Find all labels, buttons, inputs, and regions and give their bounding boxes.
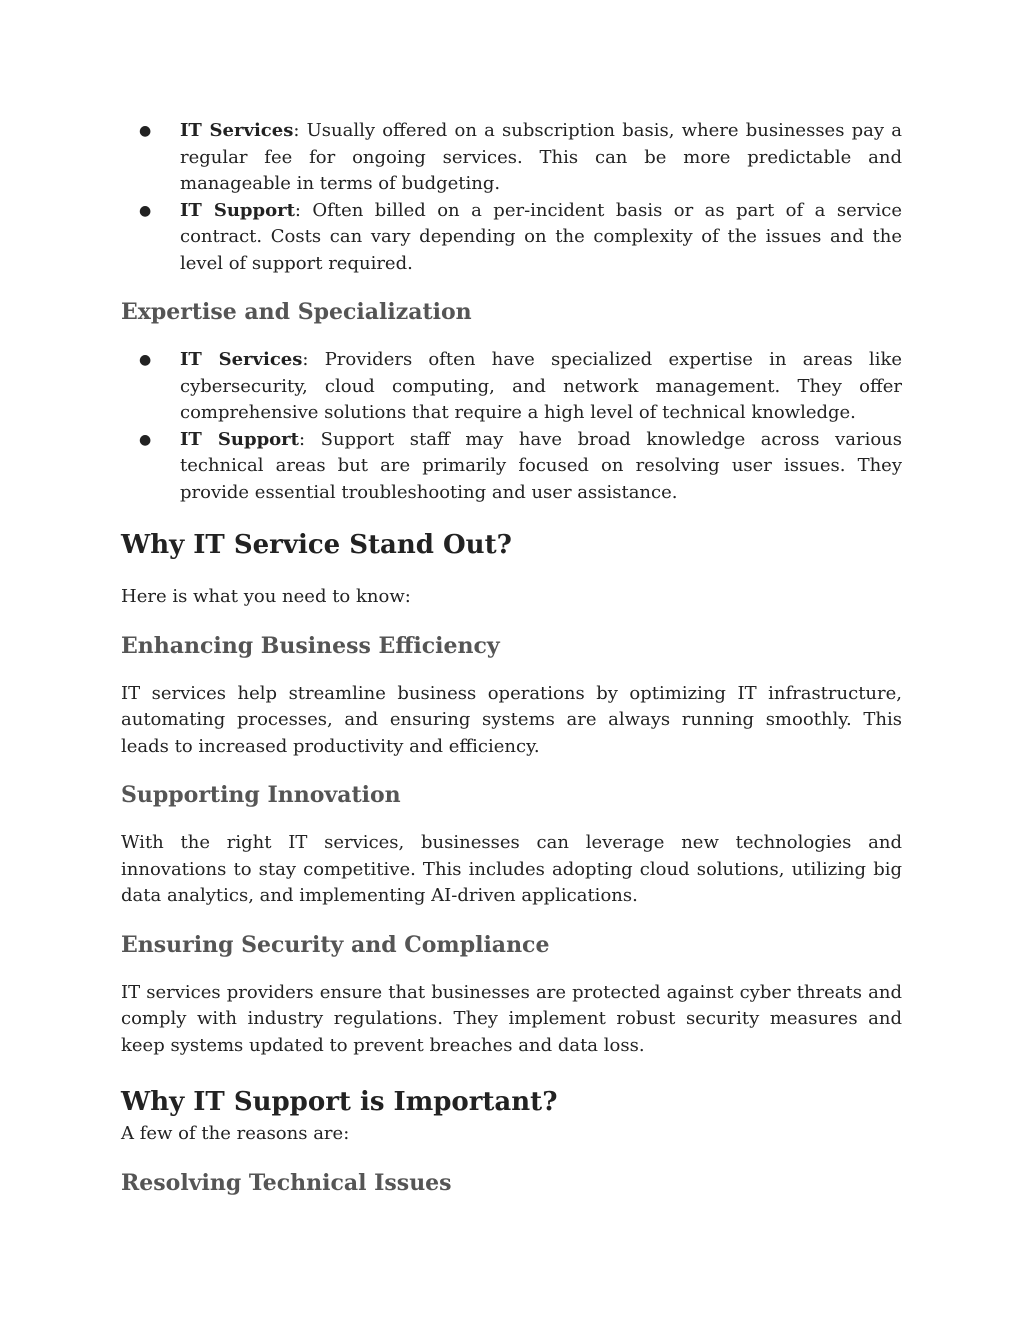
list-item xyxy=(121,427,902,507)
why-service-intro: Here is what you need to know: xyxy=(121,586,411,607)
section-heading-expertise: Expertise and Specialization xyxy=(121,299,472,325)
bullet-text: : Usually offered on a subscription basis, where businesses pay a regular fee for ongoing services. This can be more predictable and manageable in terms of budgeting. xyxy=(180,120,902,194)
bullet-icon: ● xyxy=(139,352,152,368)
bullet-term: IT Support xyxy=(180,428,299,450)
document-page xyxy=(121,118,902,1198)
bullet-text: : Providers often have specialized expertise in areas like cybersecurity, cloud computing, and network management. They offer comprehensive solutions that require a high level of technical knowledge. xyxy=(180,349,903,423)
bullet-term: IT Services xyxy=(180,120,294,141)
bullet-icon: ● xyxy=(139,202,152,219)
section-text-security: IT services providers ensure that businesses are protected against cyber threats and comply with industry regulations. They implement robust security measures and keep systems updated to prevent breaches and data loss. xyxy=(121,981,902,1056)
section-heading-efficiency: Enhancing Business Efficiency xyxy=(121,632,500,659)
section-text-efficiency: IT services help streamline business operations by optimizing IT infrastructure, automating processes, and ensuring systems are always running smoothly. This leads to increased productivity and efficiency. xyxy=(121,682,902,757)
list-item xyxy=(121,347,902,427)
cost-bullet-list xyxy=(121,118,902,277)
section-heading-resolving: Resolving Technical Issues xyxy=(121,1169,452,1196)
bullet-text: : Support staff may have broad knowledge across various technical areas but are primarily focused on resolving user issues. They provide essential troubleshooting and user assistance. xyxy=(180,428,902,503)
expertise-bullet-list xyxy=(121,347,902,506)
heading-why-service: Why IT Service Stand Out? xyxy=(121,530,512,560)
section-heading-security: Ensuring Security and Compliance xyxy=(121,931,550,958)
section-text-innovation: With the right IT services, businesses can leverage new technologies and innovations to stay competitive. This includes adopting cloud solutions, utilizing big data analytics, and implementing AI-driven applications. xyxy=(121,832,902,906)
why-support-intro: A few of the reasons are: xyxy=(121,1123,350,1144)
bullet-term: IT Services xyxy=(180,349,303,370)
list-item xyxy=(121,118,902,198)
list-item xyxy=(121,198,902,278)
bullet-text: : Often billed on a per-incident basis or as part of a service contract. Costs can vary depending on the complexity of the issues and the level of support required. xyxy=(180,199,902,274)
bullet-icon: ● xyxy=(139,123,152,139)
section-heading-innovation: Supporting Innovation xyxy=(121,782,401,808)
bullet-term: IT Support xyxy=(180,199,295,221)
heading-why-support: Why IT Support is Important? xyxy=(121,1087,558,1117)
bullet-icon: ● xyxy=(139,431,152,448)
